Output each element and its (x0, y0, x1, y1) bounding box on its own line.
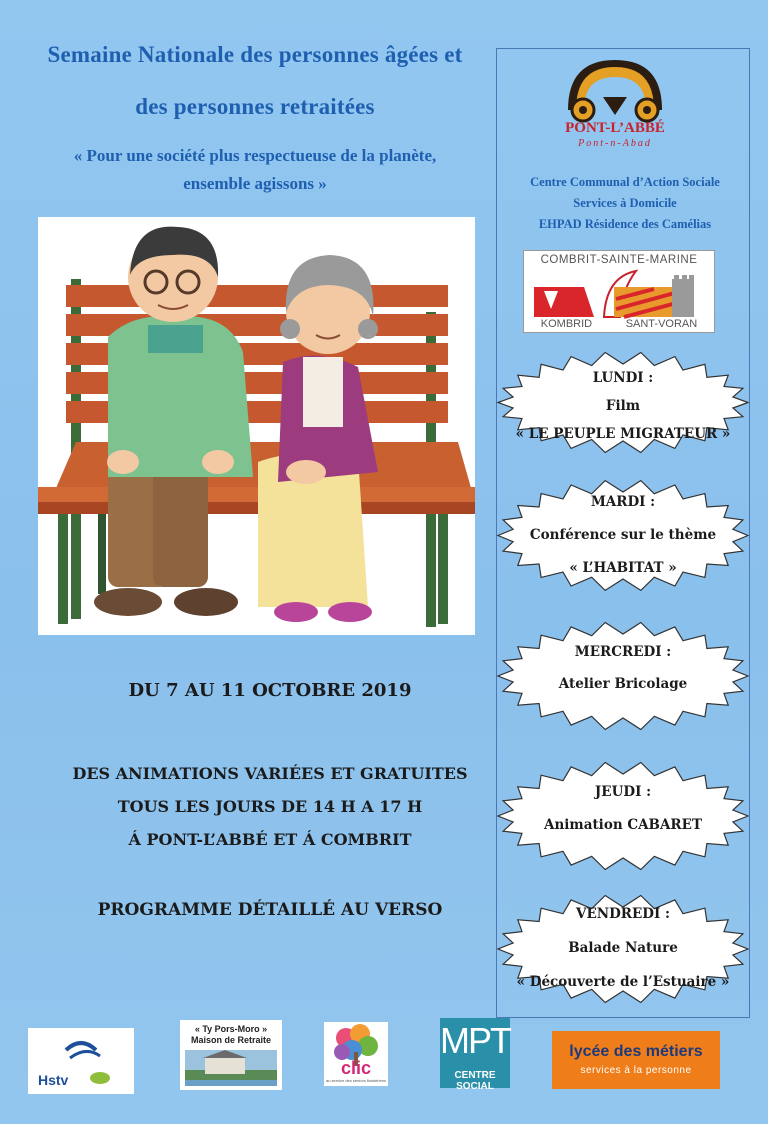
combrit-name: COMBRIT-SAINTE-MARINE (540, 254, 698, 266)
lycee-name: lycée des métiers (569, 1043, 703, 1060)
ccas-line-3: EHPAD Résidence des Camélias (538, 217, 712, 231)
day-line-2: « LE PEUPLE MIGRATEUR » (515, 426, 731, 442)
combrit-emblem-icon (524, 269, 714, 319)
combrit-right-name: SANT-VORAN (625, 318, 698, 330)
title-line-1: Semaine Nationale des personnes âgées et (47, 42, 463, 67)
programme-note: PROGRAMME DÉTAILLÉ AU VERSO (97, 900, 443, 920)
combrit-breton-names (524, 318, 714, 330)
pont-labbe-breton: Pont-n-Abad (578, 138, 652, 149)
day-label: LUNDI : (592, 370, 654, 386)
ccas-line-2: Services à Domicile (573, 196, 677, 210)
animations-info (40, 757, 500, 856)
partner-logos (0, 1018, 768, 1118)
mpt-name: MPT (440, 1020, 510, 1061)
day-line-1: Atelier Bricolage (558, 676, 688, 692)
day-jeudi (496, 760, 750, 872)
day-line-1: Balade Nature (568, 940, 678, 956)
lycee-subtitle: services à la personne (580, 1065, 692, 1076)
pont-labbe-name: PONT-L’ABBÉ (565, 120, 665, 136)
animations-line-3: Á PONT-L’ABBÉ ET Á COMBRIT (128, 830, 412, 849)
day-line-1: Animation CABARET (544, 817, 702, 833)
day-line-2: « L’HABITAT » (569, 560, 677, 576)
couple-on-bench-illustration (38, 217, 475, 635)
clic-subtitle: au service des seniors finistériens (325, 1078, 387, 1083)
subtitle-line-1: « Pour une société plus respectueuse de la planète, (73, 146, 437, 165)
day-label: MARDI : (590, 494, 656, 510)
day-mercredi (496, 620, 750, 732)
day-line-2: « Découverte de l’Estuaire » (516, 974, 730, 990)
combrit-left-name: KOMBRID (540, 318, 593, 330)
clic-logo (324, 1022, 388, 1086)
hstv-name: Hstv (38, 1072, 69, 1088)
day-lundi (496, 350, 750, 455)
ty-pors-moro-logo (180, 1020, 282, 1090)
clic-name: clic (340, 1058, 372, 1078)
day-label: JEUDI : (594, 784, 652, 800)
day-label: VENDREDI : (575, 906, 671, 922)
mpt-logo (440, 1018, 510, 1092)
mpt-subtitle: CENTRE SOCIAL (454, 1070, 496, 1092)
subtitle (30, 142, 480, 198)
day-label: MERCREDI : (574, 644, 672, 660)
building-photo-icon (185, 1050, 277, 1086)
couple-on-bench-drawing (38, 217, 475, 635)
ty-pors-moro-name: « Ty Pors-Moro » (194, 1024, 268, 1034)
day-line-1: Film (605, 398, 641, 414)
subtitle-line-2: ensemble agissons » (183, 174, 327, 193)
ccas-line-1: Centre Communal d’Action Sociale (530, 175, 720, 189)
lycee-metiers-logo (552, 1031, 720, 1089)
ccas-info (503, 172, 747, 235)
hstv-logo (28, 1028, 134, 1094)
animations-line-1: DES ANIMATIONS VARIÉES ET GRATUITES (72, 764, 468, 783)
animations-line-2: TOUS LES JOURS DE 14 H A 17 H (117, 797, 423, 816)
day-vendredi (496, 893, 750, 1005)
event-dates: DU 7 AU 11 OCTOBRE 2019 (128, 680, 412, 701)
day-line-1: Conférence sur le thème (529, 527, 717, 543)
title-line-2: des personnes retraitées (135, 94, 375, 119)
combrit-logo (523, 250, 715, 333)
day-mardi (496, 478, 750, 593)
ty-pors-moro-sub: Maison de Retraite (190, 1035, 272, 1045)
